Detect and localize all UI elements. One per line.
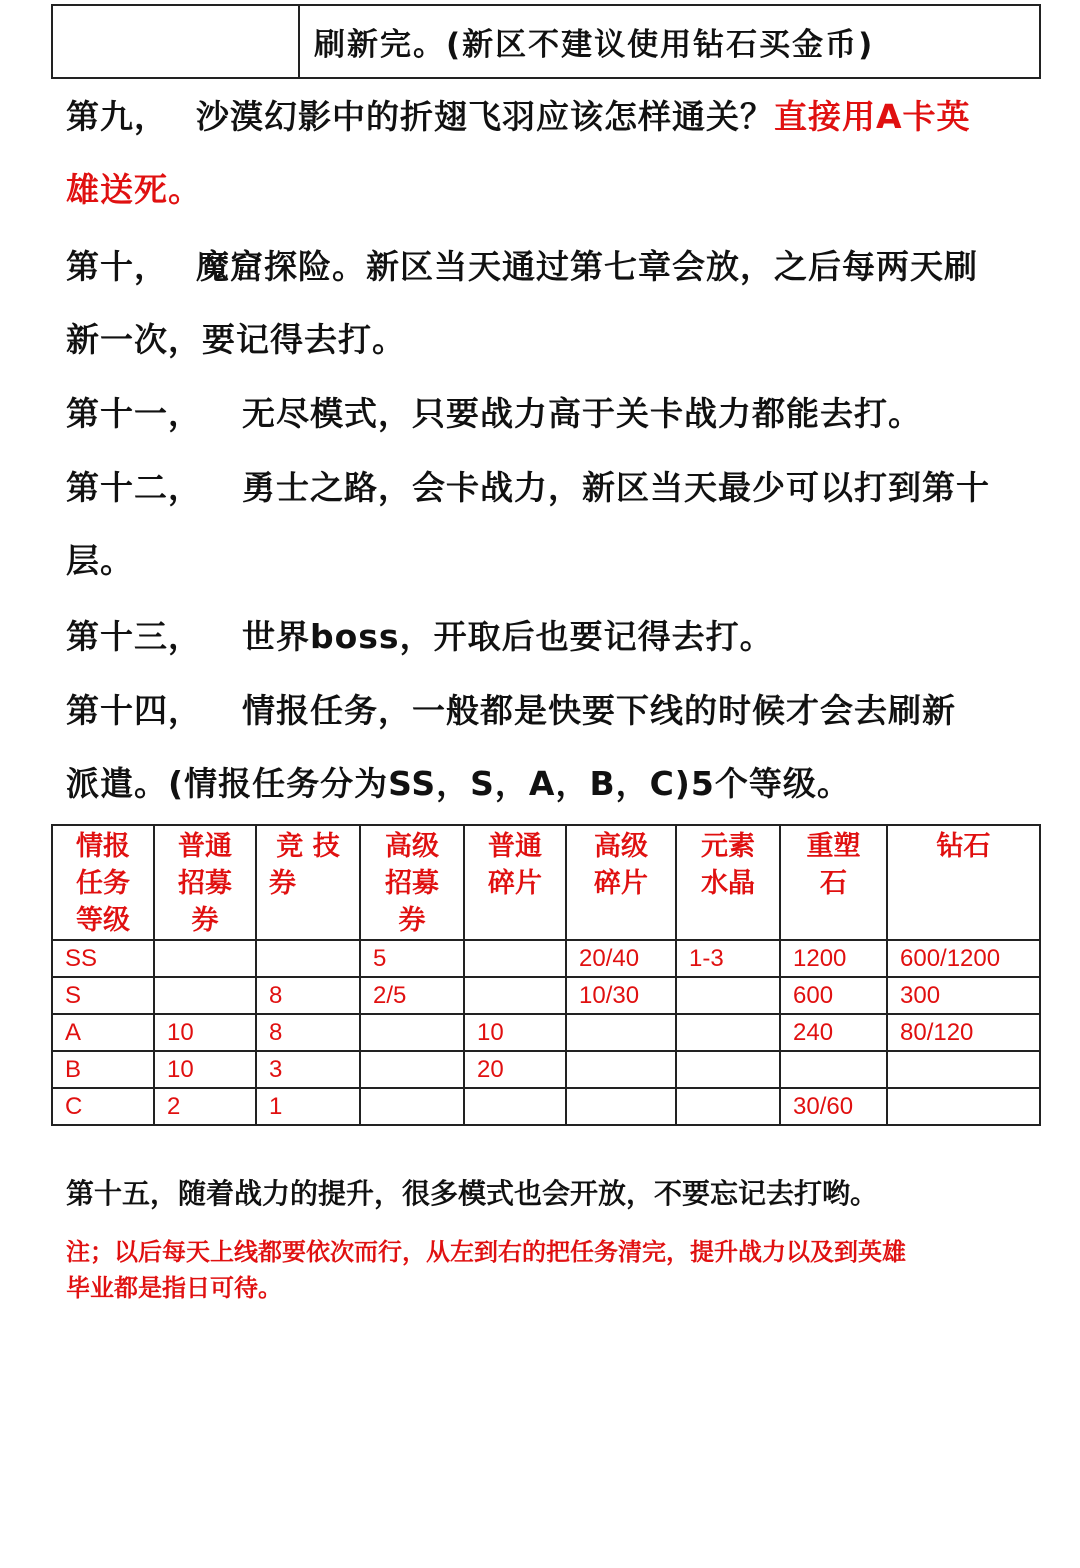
table-cell: 1-3 bbox=[676, 940, 780, 977]
table-row bbox=[52, 977, 1040, 1014]
header-reshape-stone: 重塑 石 bbox=[780, 825, 887, 940]
note-line-1: 注；以后每天上线都要依次而行，从左到右的把任务清完，提升战力以及到英雄 bbox=[66, 1238, 906, 1266]
table-cell: C bbox=[52, 1088, 154, 1125]
table-cell: 10 bbox=[154, 1051, 256, 1088]
table-cell: 8 bbox=[256, 977, 360, 1014]
table-cell: 20 bbox=[464, 1051, 566, 1088]
table-row bbox=[52, 940, 1040, 977]
table-cell: 10 bbox=[464, 1014, 566, 1051]
table-cell bbox=[887, 1088, 1040, 1125]
table-cell bbox=[256, 940, 360, 977]
paragraph-label: 第十三， bbox=[66, 617, 202, 656]
table-cell bbox=[154, 940, 256, 977]
table-cell: 5 bbox=[360, 940, 464, 977]
table-cell: 10/30 bbox=[566, 977, 676, 1014]
table-cell: 1 bbox=[256, 1088, 360, 1125]
header-diamond: 钻石 bbox=[887, 825, 1040, 940]
table-cell: 20/40 bbox=[566, 940, 676, 977]
table-cell bbox=[566, 1014, 676, 1051]
table-cell bbox=[360, 1051, 464, 1088]
paragraph-label: 第十四， bbox=[66, 691, 202, 730]
paragraph-text-cont: 新一次，要记得去打。 bbox=[66, 320, 406, 359]
paragraph-text: 世界boss，开取后也要记得去打。 bbox=[242, 617, 774, 656]
paragraph-answer-cont: 雄送死。 bbox=[66, 170, 202, 209]
table-cell bbox=[676, 1014, 780, 1051]
table-cell: 8 bbox=[256, 1014, 360, 1051]
paragraph-11 bbox=[66, 377, 1056, 450]
header-normal-shard: 普通 碎片 bbox=[464, 825, 566, 940]
paragraph-text-cont: 派遣。(情报任务分为SS，S，A，B，C)5个等级。 bbox=[66, 764, 851, 803]
table-cell: SS bbox=[52, 940, 154, 977]
paragraph-answer: 直接用A卡英 bbox=[774, 97, 971, 136]
header-normal-recruit: 普通 招募 券 bbox=[154, 825, 256, 940]
table-cell: S bbox=[52, 977, 154, 1014]
table-cell bbox=[676, 977, 780, 1014]
table-cell bbox=[780, 1051, 887, 1088]
paragraph-13 bbox=[66, 600, 1056, 673]
table-cell bbox=[464, 1088, 566, 1125]
table-cell: 30/60 bbox=[780, 1088, 887, 1125]
top-row-right-cell: 刷新完。(新区不建议使用钻石买金币) bbox=[299, 5, 1040, 78]
paragraph-10 bbox=[66, 230, 1056, 376]
table-cell: 600/1200 bbox=[887, 940, 1040, 977]
header-element-crystal: 元素 水晶 bbox=[676, 825, 780, 940]
paragraph-label: 第十二， bbox=[66, 468, 202, 507]
table-cell bbox=[360, 1014, 464, 1051]
table-cell bbox=[464, 940, 566, 977]
table-row bbox=[52, 1088, 1040, 1125]
table-cell: 1200 bbox=[780, 940, 887, 977]
paragraph-text: 情报任务，一般都是快要下线的时候才会去刷新 bbox=[242, 691, 956, 730]
note bbox=[66, 1234, 1061, 1306]
paragraph-12 bbox=[66, 451, 1056, 597]
table-cell bbox=[360, 1088, 464, 1125]
table-cell bbox=[464, 977, 566, 1014]
table-cell: A bbox=[52, 1014, 154, 1051]
table-row bbox=[52, 1051, 1040, 1088]
paragraph-label: 第九， bbox=[66, 97, 168, 136]
paragraph-label: 第十， bbox=[66, 247, 168, 286]
paragraph-9 bbox=[66, 80, 1056, 226]
header-advanced-recruit: 高级 招募 券 bbox=[360, 825, 464, 940]
table-cell bbox=[566, 1051, 676, 1088]
paragraph-text-cont: 层。 bbox=[66, 541, 134, 580]
table-cell bbox=[676, 1051, 780, 1088]
paragraph-label: 第十一， bbox=[66, 394, 202, 433]
table-cell bbox=[887, 1051, 1040, 1088]
table-cell: 240 bbox=[780, 1014, 887, 1051]
table-cell: 300 bbox=[887, 977, 1040, 1014]
paragraph-text: 勇士之路，会卡战力，新区当天最少可以打到第十 bbox=[242, 468, 990, 507]
table-cell: 2 bbox=[154, 1088, 256, 1125]
header-arena-ticket: 竞 技 券 bbox=[256, 825, 360, 940]
table-cell: 80/120 bbox=[887, 1014, 1040, 1051]
paragraph-15: 第十五，随着战力的提升，很多模式也会开放，不要忘记去打哟。 bbox=[66, 1177, 879, 1210]
table-cell: 3 bbox=[256, 1051, 360, 1088]
table-row bbox=[52, 1014, 1040, 1051]
paragraph-text: 无尽模式，只要战力高于关卡战力都能去打。 bbox=[242, 394, 922, 433]
table-cell bbox=[676, 1088, 780, 1125]
top-table-fragment bbox=[51, 4, 1041, 79]
paragraph-14 bbox=[66, 674, 1056, 820]
table-cell: 2/5 bbox=[360, 977, 464, 1014]
intel-task-table bbox=[51, 824, 1041, 1126]
paragraph-text: 魔窟探险。新区当天通过第七章会放，之后每两天刷 bbox=[196, 247, 978, 286]
note-line-2: 毕业都是指日可待。 bbox=[66, 1274, 282, 1302]
table-cell bbox=[154, 977, 256, 1014]
table-header-row bbox=[52, 825, 1040, 940]
top-row-left-cell bbox=[52, 5, 299, 78]
table-cell: B bbox=[52, 1051, 154, 1088]
header-advanced-shard: 高级 碎片 bbox=[566, 825, 676, 940]
table-cell: 10 bbox=[154, 1014, 256, 1051]
table-cell bbox=[566, 1088, 676, 1125]
paragraph-text: 沙漠幻影中的折翅飞羽应该怎样通关？ bbox=[196, 97, 774, 136]
header-grade: 情报 任务 等级 bbox=[52, 825, 154, 940]
table-cell: 600 bbox=[780, 977, 887, 1014]
